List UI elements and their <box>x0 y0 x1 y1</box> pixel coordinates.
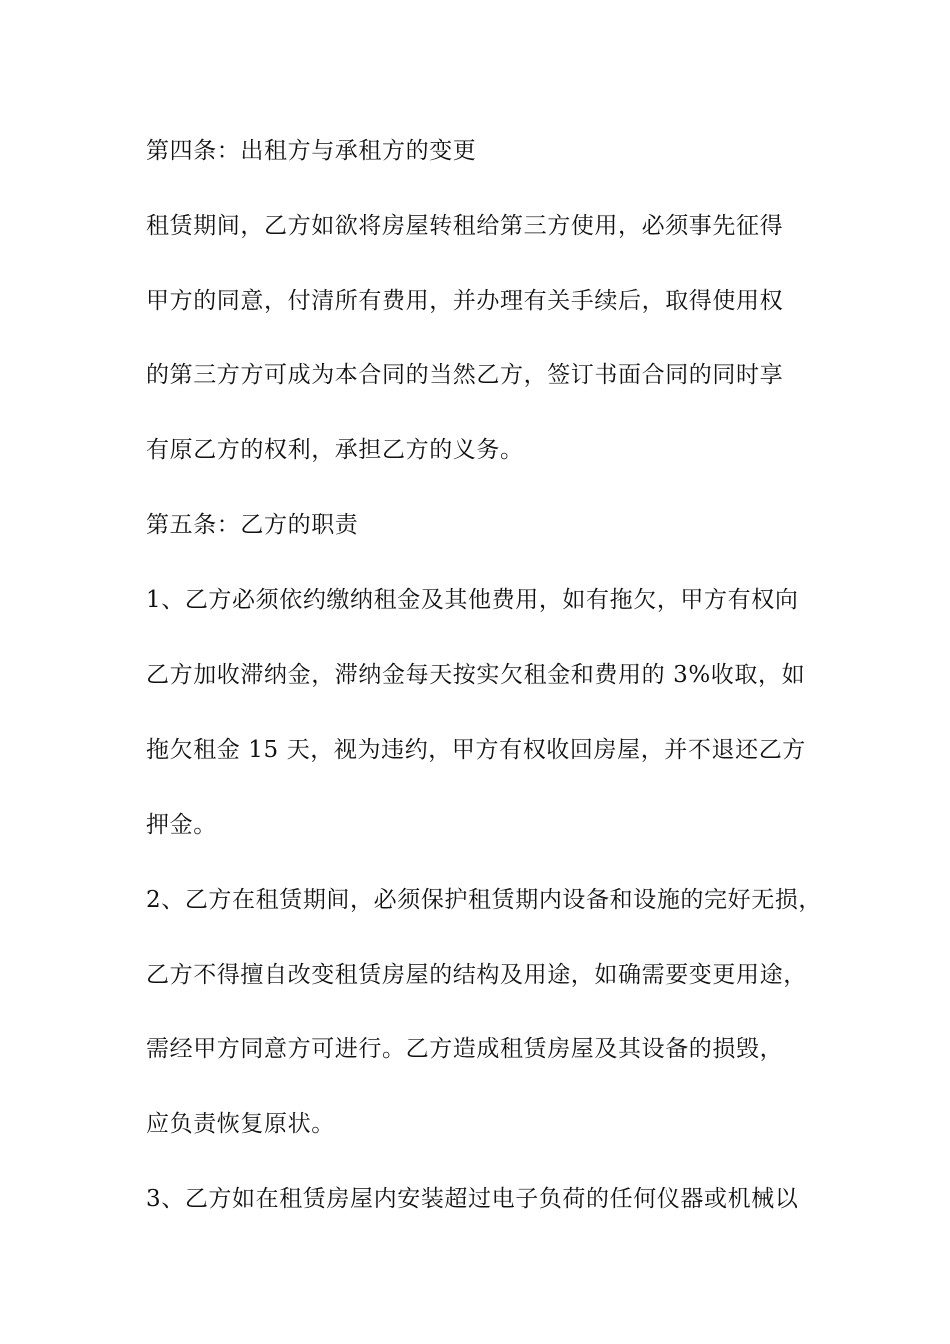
paragraph-line: 押金。 <box>146 812 217 838</box>
article-4-heading: 第四条：出租方与承租方的变更 <box>146 138 477 164</box>
paragraph-line: 租赁期间，乙方如欲将房屋转租给第三方使用，必须事先征得 <box>146 213 784 239</box>
paragraph-line: 的第三方方可成为本合同的当然乙方，签订书面合同的同时享 <box>146 362 784 388</box>
paragraph-line: 需经甲方同意方可进行。乙方造成租赁房屋及其设备的损毁， <box>146 1036 784 1062</box>
paragraph-line: 应负责恢复原状。 <box>146 1111 335 1137</box>
paragraph-line: 有原乙方的权利，承担乙方的义务。 <box>146 437 524 463</box>
paragraph-line: 乙方加收滞纳金，滞纳金每天按实欠租金和费用的 3%收取，如 <box>146 662 806 688</box>
paragraph-line: 3、乙方如在租赁房屋内安装超过电子负荷的任何仪器或机械以 <box>146 1186 799 1212</box>
paragraph-line: 1、乙方必须依约缴纳租金及其他费用，如有拖欠，甲方有权向 <box>146 587 799 613</box>
paragraph-line: 乙方不得擅自改变租赁房屋的结构及用途，如确需要变更用途， <box>146 962 807 988</box>
paragraph-line: 2、乙方在租赁期间，必须保护租赁期内设备和设施的完好无损， <box>146 887 823 913</box>
article-5-heading: 第五条：乙方的职责 <box>146 512 359 538</box>
paragraph-line: 拖欠租金 15 天，视为违约，甲方有权收回房屋，并不退还乙方 <box>146 737 806 763</box>
paragraph-line: 甲方的同意，付清所有费用，并办理有关手续后，取得使用权 <box>146 288 784 314</box>
